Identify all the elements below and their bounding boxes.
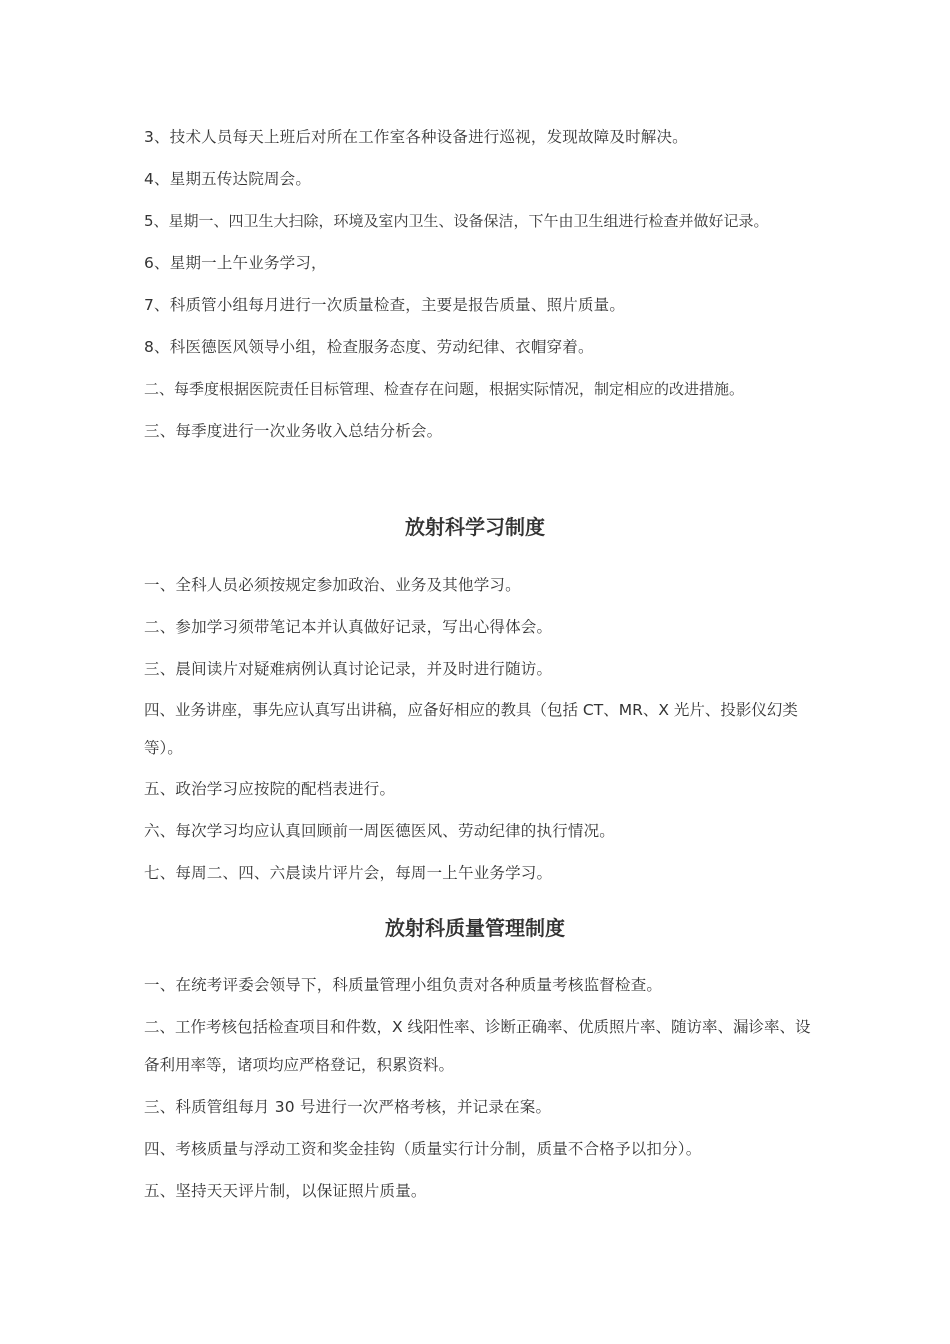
paragraph-line: 7、科质管小组每月进行一次质量检查，主要是报告质量、照片质量。 (144, 296, 626, 314)
paragraph-wrapped: 四、业务讲座，事先应认真写出讲稿，应备好相应的教具（包括 CT、MR、X 光片、投影仪幻类等）。 (144, 701, 798, 757)
paragraph-line: 8、科医德医风领导小组，检查服务态度、劳动纪律、衣帽穿着。 (144, 338, 594, 356)
paragraph-line: 三、晨间读片对疑难病例认真讨论记录，并及时进行随访。 (144, 660, 553, 678)
paragraph-line: 5、星期一、四卫生大扫除，环境及室内卫生、设备保洁，下午由卫生组进行检查并做好记录。 (144, 212, 769, 230)
paragraph-line: 三、每季度进行一次业务收入总结分析会。 (144, 422, 443, 440)
paragraph-line: 七、每周二、四、六晨读片评片会，每周一上午业务学习。 (144, 864, 553, 882)
section-title: 放射科质量管理制度 (385, 916, 565, 940)
paragraph-line: 二、每季度根据医院责任目标管理、检查存在问题，根据实际情况，制定相应的改进措施。 (144, 380, 745, 398)
paragraph-line: 二、参加学习须带笔记本并认真做好记录，写出心得体会。 (144, 618, 553, 636)
paragraph-line: 4、星期五传达院周会。 (144, 170, 312, 188)
paragraph-line: 6、星期一上午业务学习， (144, 254, 327, 272)
paragraph-line: 五、政治学习应按院的配档表进行。 (144, 780, 396, 798)
paragraph-line: 3、技术人员每天上班后对所在工作室各种设备进行巡视，发现故障及时解决。 (144, 128, 688, 146)
paragraph-line: 五、坚持天天评片制，以保证照片质量。 (144, 1182, 427, 1200)
paragraph-line: 四、考核质量与浮动工资和奖金挂钩（质量实行计分制，质量不合格予以扣分）。 (144, 1140, 702, 1158)
paragraph-line: 一、全科人员必须按规定参加政治、业务及其他学习。 (144, 576, 521, 594)
paragraph-wrapped: 二、工作考核包括检查项目和件数，X 线阳性率、诊断正确率、优质照片率、随访率、漏诊率、设备利用率等，诸项均应严格登记，积累资料。 (144, 1018, 811, 1074)
paragraph-line: 六、每次学习均应认真回顾前一周医德医风、劳动纪律的执行情况。 (144, 822, 616, 840)
paragraph-line: 一、在统考评委会领导下，科质量管理小组负责对各种质量考核监督检查。 (144, 976, 663, 994)
paragraph-line: 三、科质管组每月 30 号进行一次严格考核，并记录在案。 (144, 1098, 552, 1116)
section-title: 放射科学习制度 (405, 515, 545, 539)
